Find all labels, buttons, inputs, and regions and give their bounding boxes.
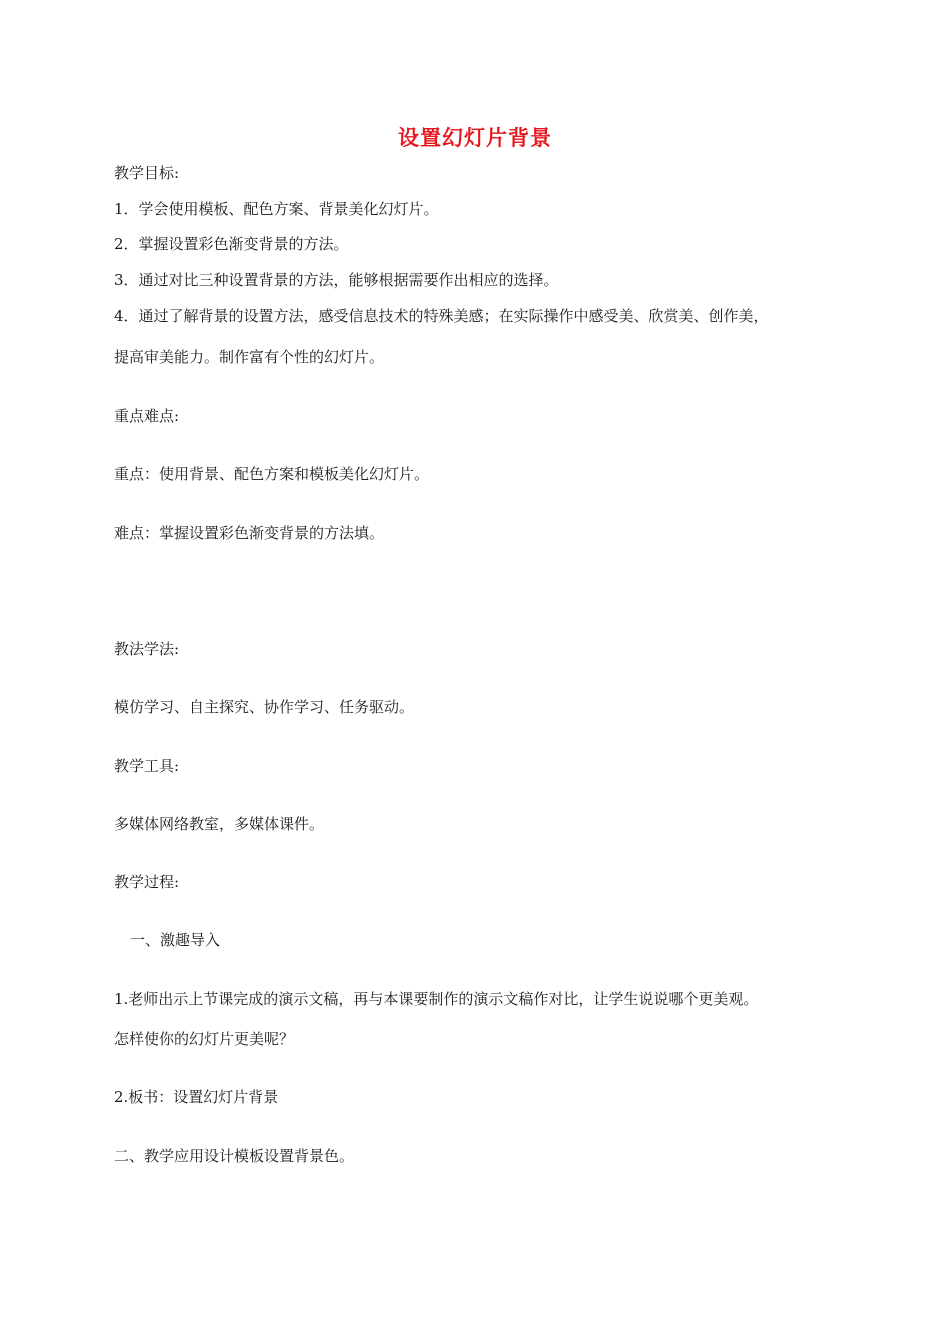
objective-item-4: 4．通过了解背景的设置方法，感受信息技术的特殊美感；在实际操作中感受美、欣赏美、创作美， — [114, 307, 769, 325]
objective-item-2: 2．掌握设置彩色渐变背景的方法。 — [114, 235, 349, 253]
key-point-text: 重点：使用背景、配色方案和模板美化幻灯片。 — [114, 465, 430, 483]
objectives-heading: 教学目标: — [114, 164, 180, 182]
process-step-2: 2.板书：设置幻灯片背景 — [114, 1088, 279, 1106]
process-step-1-line-2: 怎样使你的幻灯片更美呢？ — [114, 1030, 295, 1048]
objective-item-1: 1．学会使用模板、配色方案、背景美化幻灯片。 — [114, 200, 439, 218]
key-points-heading: 重点难点: — [114, 407, 180, 425]
difficulty-text: 难点：掌握设置彩色渐变背景的方法填。 — [114, 524, 385, 542]
objective-item-3: 3．通过对比三种设置背景的方法，能够根据需要作出相应的选择。 — [114, 271, 559, 289]
methods-text: 模仿学习、自主探究、协作学习、任务驱动。 — [114, 698, 415, 716]
tools-heading: 教学工具: — [114, 757, 180, 775]
process-section-2: 二、教学应用设计模板设置背景色。 — [114, 1147, 355, 1165]
process-heading: 教学过程: — [114, 873, 180, 891]
methods-heading: 教法学法: — [114, 640, 180, 658]
document-title: 设置幻灯片背景 — [398, 126, 552, 150]
tools-text: 多媒体网络教室，多媒体课件。 — [114, 815, 325, 833]
process-section-1: 一、激趣导入 — [130, 931, 221, 949]
process-step-1-line-1: 1.老师出示上节课完成的演示文稿，再与本课要制作的演示文稿作对比，让学生说说哪个更美观。 — [114, 990, 759, 1008]
objective-item-4-continued: 提高审美能力。制作富有个性的幻灯片。 — [114, 348, 385, 366]
